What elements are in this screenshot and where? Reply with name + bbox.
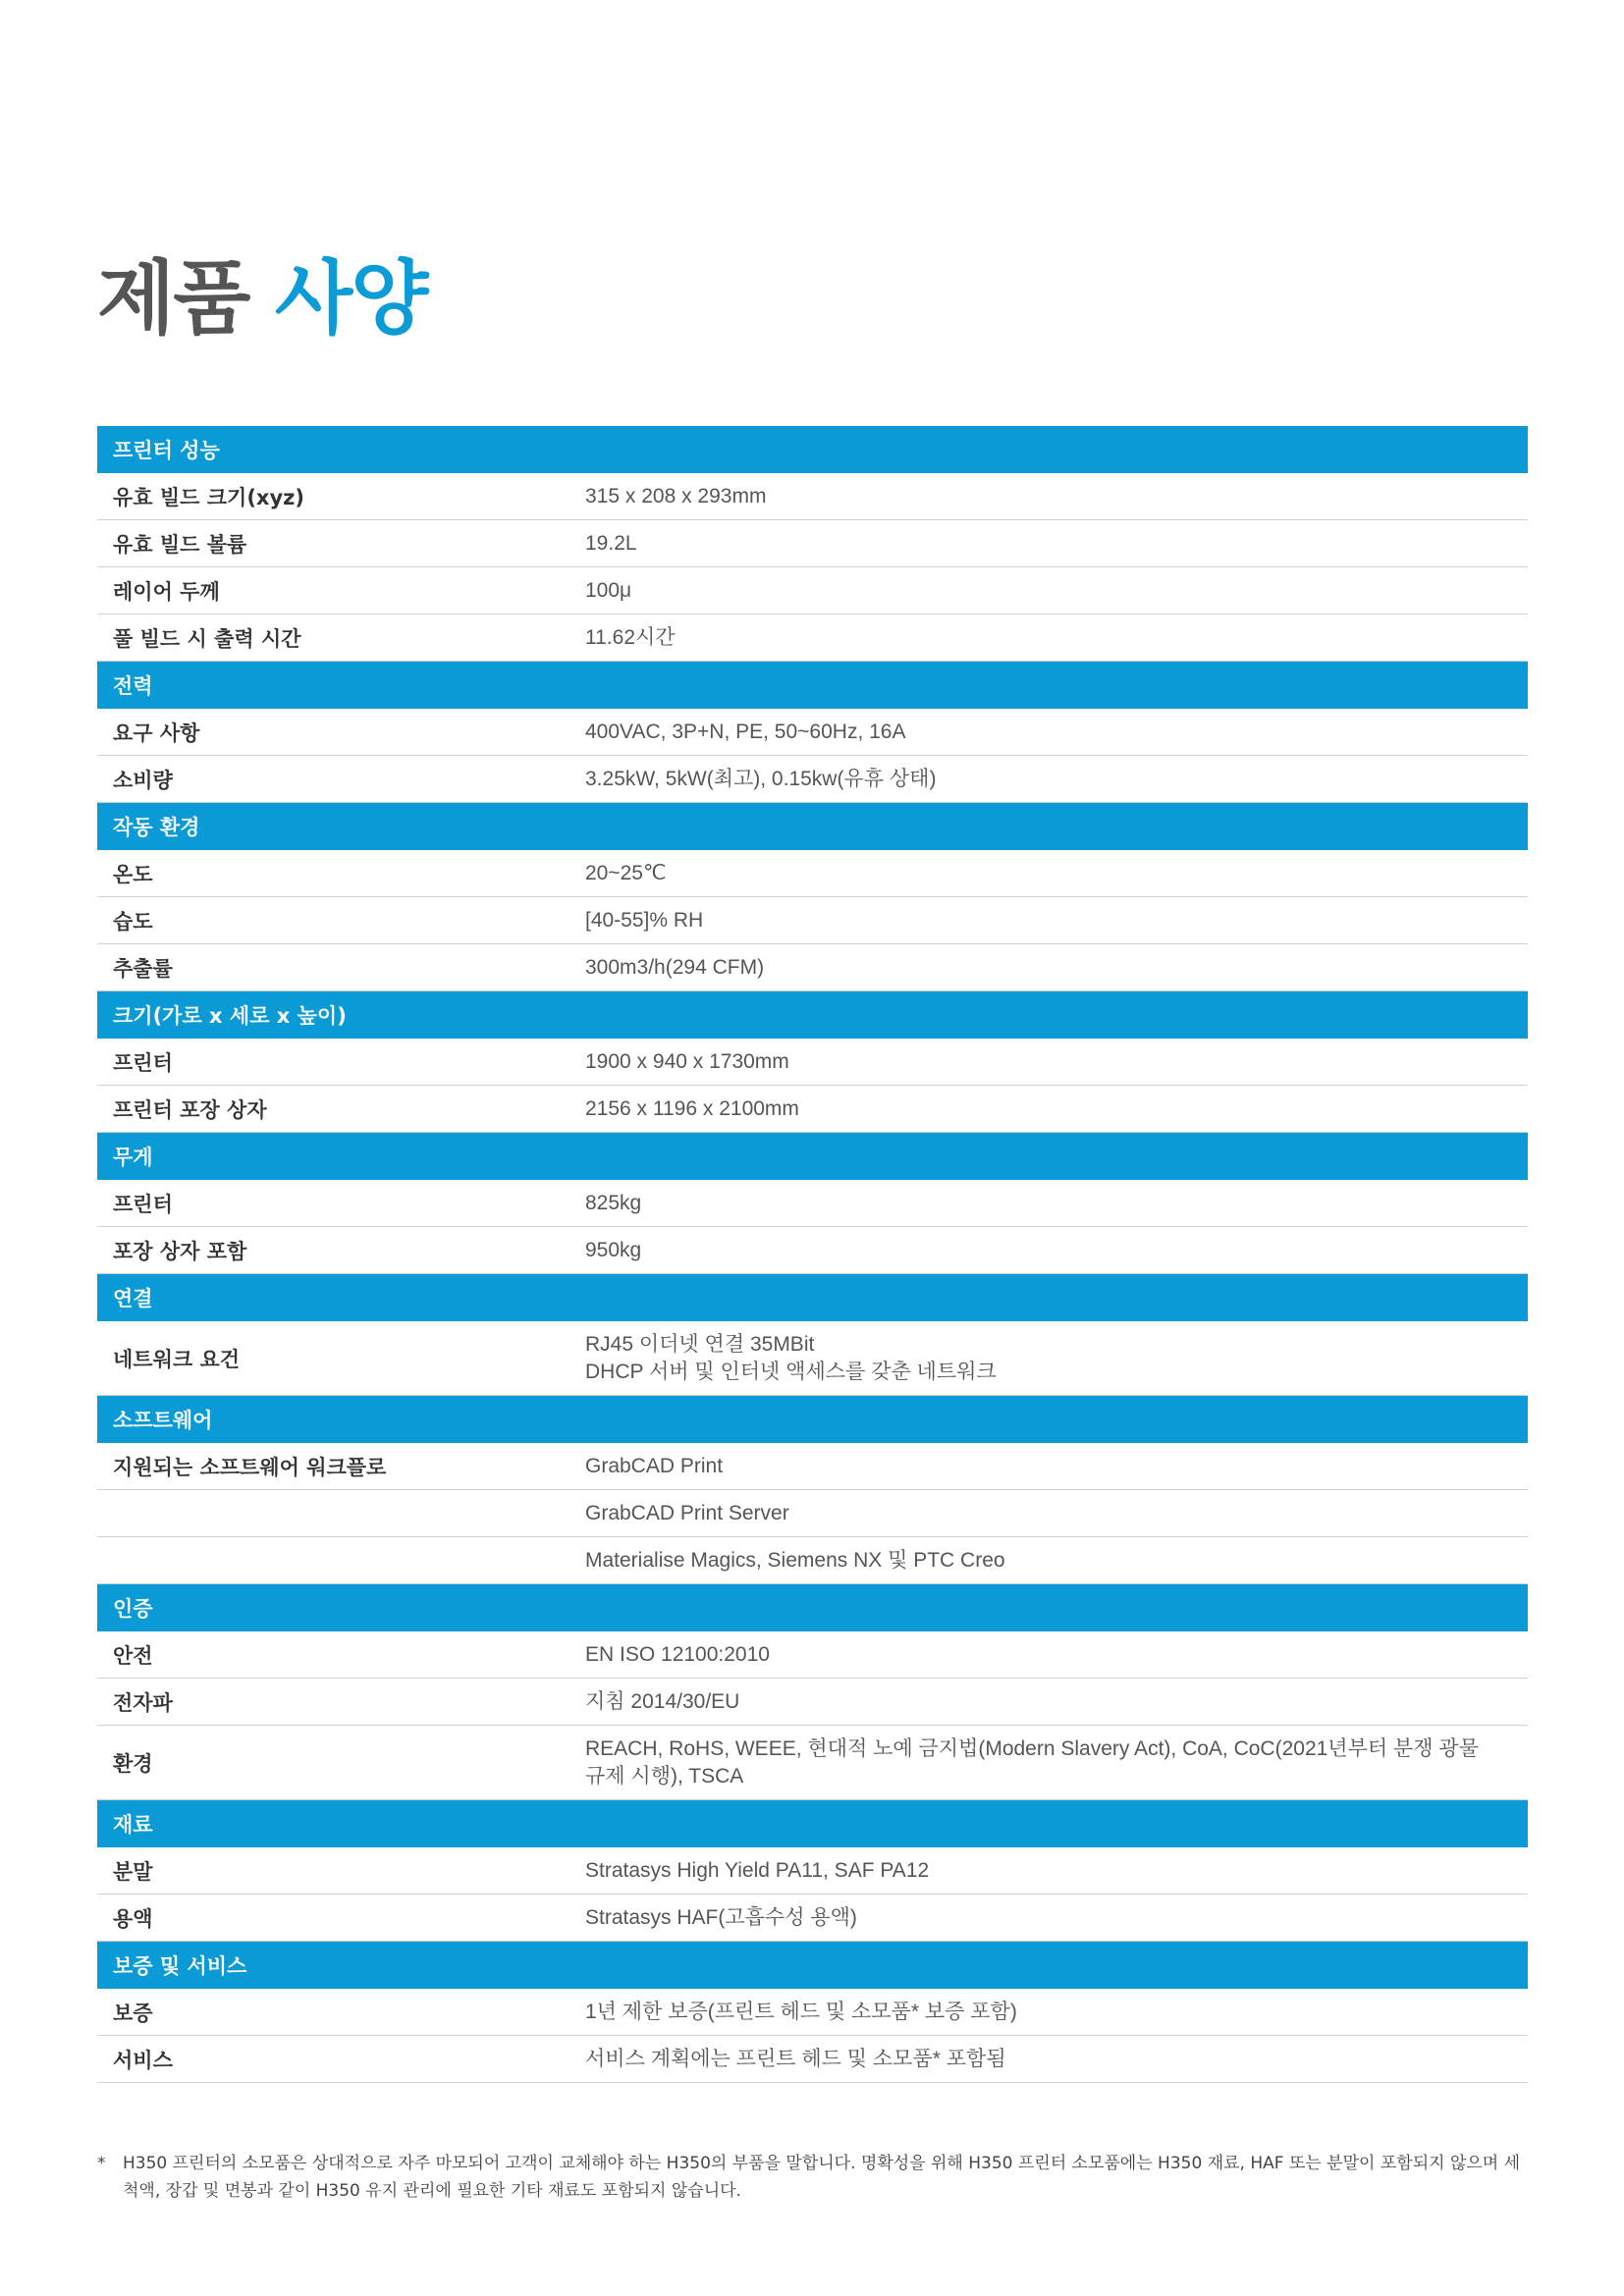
spec-label: 서비스 [113, 2048, 173, 2072]
footnote-text: H350 프린터의 소모품은 상대적으로 자주 마모되어 고객이 교체해야 하는 H350의 부품을 말합니다. 명확성을 위해 H350 프린터 소모품에는 H350 재료, HAF 또는 분말이 포함되지 않으며 세척액, 장갑 및 면봉과 같이 H350 유지 관리에 필요한 기타 재료도 포함되지 않습니다. [123, 2154, 1521, 2201]
spec-value: 950kg [585, 1238, 642, 1261]
section-header: 인증 [97, 1584, 1528, 1631]
spec-value: 2156 x 1196 x 2100mm [585, 1096, 799, 1120]
spec-label: 안전 [113, 1643, 153, 1668]
spec-label: 풀 빌드 시 출력 시간 [113, 626, 301, 651]
spec-value: Materialise Magics, Siemens NX 및 PTC Creo [585, 1548, 1005, 1572]
spec-row [97, 1039, 1528, 1086]
spec-value: GrabCAD Print [585, 1454, 724, 1477]
spec-value: 서비스 계획에는 프린트 헤드 및 소모품* 포함됨 [585, 2047, 1006, 2070]
spec-label: 프린터 포장 상자 [113, 1097, 267, 1122]
spec-row [97, 1443, 1528, 1490]
spec-label: 지원되는 소프트웨어 워크플로 [113, 1455, 387, 1479]
section-header: 소프트웨어 [97, 1396, 1528, 1443]
section-header: 보증 및 서비스 [97, 1942, 1528, 1989]
spec-row [97, 1227, 1528, 1274]
spec-value: [40-55]% RH [585, 908, 704, 932]
section-header: 무게 [97, 1133, 1528, 1180]
spec-label: 전자파 [113, 1690, 173, 1715]
footnote [97, 2150, 1531, 2205]
section-header: 재료 [97, 1800, 1528, 1847]
spec-row [97, 1679, 1528, 1726]
spec-row [97, 1537, 1528, 1584]
spec-value: RJ45 이더넷 연결 35MBit DHCP 서버 및 인터넷 액세스를 갖춘 네트워크 [585, 1332, 997, 1383]
spec-value: 지침 2014/30/EU [585, 1689, 740, 1713]
footnote-mark: * [97, 2154, 106, 2173]
spec-value: 19.2L [585, 531, 637, 555]
spec-value: 1년 제한 보증(프린트 헤드 및 소모품* 보증 포함) [585, 2000, 1017, 2023]
spec-row [97, 1895, 1528, 1942]
spec-value: 315 x 208 x 293mm [585, 484, 767, 507]
spec-label: 환경 [113, 1751, 153, 1776]
spec-row [97, 614, 1528, 662]
spec-row [97, 1490, 1528, 1537]
section-header: 프린터 성능 [97, 426, 1528, 473]
spec-value: GrabCAD Print Server [585, 1501, 789, 1524]
spec-value: 400VAC, 3P+N, PE, 50~60Hz, 16A [585, 720, 906, 743]
spec-value: Stratasys High Yield PA11, SAF PA12 [585, 1858, 930, 1882]
spec-value: 3.25kW, 5kW(최고), 0.15kw(유휴 상태) [585, 767, 937, 790]
spec-value: 825kg [585, 1191, 642, 1214]
spec-row [97, 2036, 1528, 2083]
spec-table [97, 426, 1528, 2083]
spec-value: 100μ [585, 578, 632, 602]
spec-label: 소비량 [113, 768, 173, 792]
spec-label: 습도 [113, 909, 153, 934]
spec-label: 용액 [113, 1906, 153, 1931]
spec-label: 요구 사항 [113, 721, 200, 745]
spec-label: 네트워크 요건 [113, 1347, 241, 1371]
spec-row [97, 944, 1528, 991]
spec-label: 분말 [113, 1859, 153, 1884]
spec-label: 유효 빌드 볼륨 [113, 532, 247, 557]
spec-value: EN ISO 12100:2010 [585, 1642, 770, 1666]
spec-value: 300m3/h(294 CFM) [585, 955, 765, 979]
page-title-part2: 사양 [275, 252, 427, 346]
spec-row [97, 1086, 1528, 1133]
spec-row [97, 709, 1528, 756]
spec-row [97, 897, 1528, 944]
spec-value: 20~25℃ [585, 861, 667, 884]
spec-value: 1900 x 940 x 1730mm [585, 1049, 789, 1073]
spec-row [97, 1726, 1528, 1800]
spec-value: 11.62시간 [585, 625, 676, 649]
spec-row [97, 1847, 1528, 1895]
page-title-part1: 제품 [97, 252, 249, 346]
section-header: 전력 [97, 662, 1528, 709]
spec-row [97, 756, 1528, 803]
spec-label: 보증 [113, 2001, 153, 2025]
spec-label: 프린터 [113, 1192, 173, 1216]
spec-value: REACH, RoHS, WEEE, 현대적 노예 금지법(Modern Slavery Act), CoA, CoC(2021년부터 분쟁 광물 규제 시행), TSCA [585, 1736, 1479, 1788]
spec-row [97, 850, 1528, 897]
spec-label: 레이어 두께 [113, 579, 220, 604]
spec-label: 온도 [113, 862, 153, 886]
section-header: 연결 [97, 1274, 1528, 1321]
spec-label: 추출률 [113, 956, 173, 981]
page-title [97, 250, 426, 348]
section-header: 크기(가로 x 세로 x 높이) [97, 991, 1528, 1039]
spec-row [97, 1321, 1528, 1396]
spec-row [97, 567, 1528, 614]
spec-row [97, 520, 1528, 567]
spec-label: 유효 빌드 크기(xyz) [113, 485, 304, 509]
section-header: 작동 환경 [97, 803, 1528, 850]
spec-label: 프린터 [113, 1050, 173, 1075]
spec-row [97, 1631, 1528, 1679]
spec-row [97, 473, 1528, 520]
spec-row [97, 1180, 1528, 1227]
spec-row [97, 1989, 1528, 2036]
spec-value: Stratasys HAF(고흡수성 용액) [585, 1905, 857, 1929]
spec-label: 포장 상자 포함 [113, 1239, 247, 1263]
